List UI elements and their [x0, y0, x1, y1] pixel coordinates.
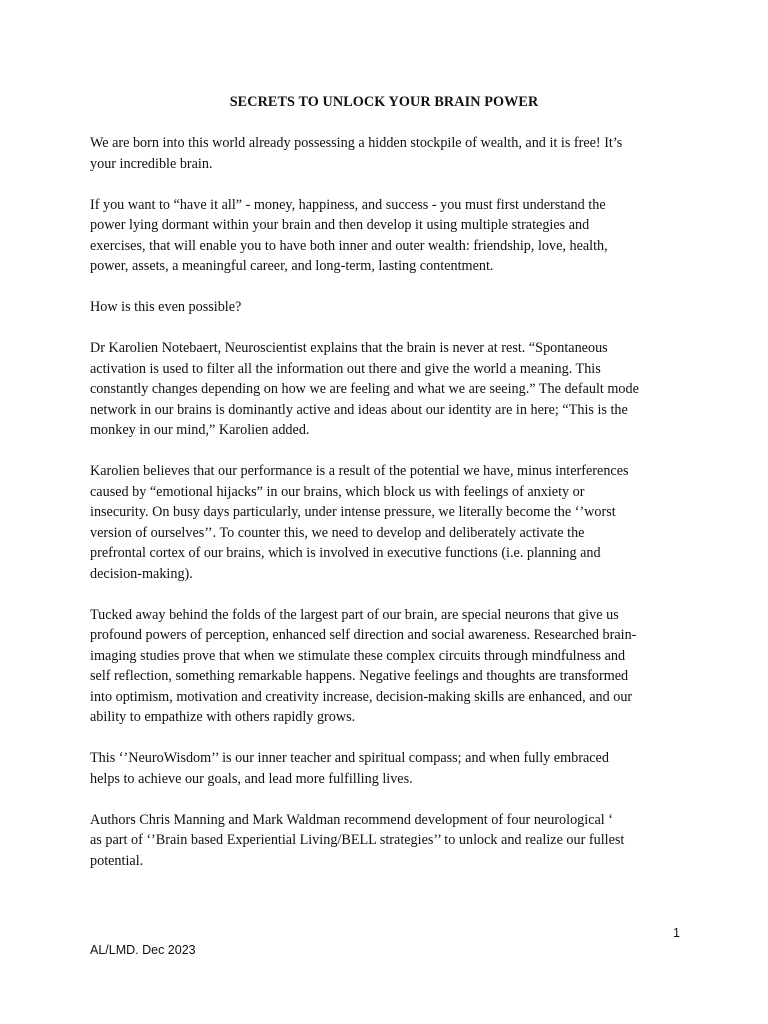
page-number: 1 — [673, 926, 680, 940]
footer-text: AL/LMD. Dec 2023 — [90, 943, 196, 957]
paragraph-intro: We are born into this world already possessing a hidden stockpile of wealth, and it is free! It’s your incredible brain. — [90, 135, 623, 172]
document-title: SECRETS TO UNLOCK YOUR BRAIN POWER — [229, 94, 539, 110]
paragraph-neurowisdom: This ‘’NeuroWisdom’’ is our inner teacher and spiritual compass; and when fully embraced helps to achieve our goals, and lead more fulfilling lives. — [90, 750, 609, 787]
paragraph-have-it-all: If you want to “have it all” - money, happiness, and success - you must first understand the power lying dormant within your brain and then develop it using multiple strategies and exercises, that will enable you to have both inner and outer wealth: friendship, love, health, power, assets, a meaningful career, and long-term, lasting contentment. — [90, 196, 608, 274]
paragraph-neurons: Tucked away behind the folds of the largest part of our brain, are special neurons that give us profound powers of perception, enhanced self direction and social awareness. Researched brain- imaging studies prove that when we stimulate these complex circuits through mindfulness and self reflection, something remarkable happens. Negative feelings and thoughts are transformed into optimism, motivation and creativity increase, decision-making skills are enhanced, and our ability to empathize with others rapidly grows. — [90, 606, 637, 725]
paragraph-notebaert: Dr Karolien Notebaert, Neuroscientist explains that the brain is never at rest. “Spontaneous activation is used to filter all the information out there and give the world a meaning. This constantly changes depending on how we are feeling and what we are seeing.” The default mode network in our brains is dominantly active and ideas about our identity are in here; “This is the monkey in our mind,” Karolien added. — [90, 340, 639, 438]
paragraph-authors: Authors Chris Manning and Mark Waldman recommend development of four neurological ‘ as part of ‘’Brain based Experiential Living/BELL strategies’’ to unlock and realize our fullest potential. — [90, 811, 625, 869]
paragraph-performance: Karolien believes that our performance is a result of the potential we have, minus interferences caused by “emotional hijacks” in our brains, which block us with feelings of anxiety or insecurity. On busy days particularly, under intense pressure, we literally become the ‘’worst version of ourselves’’. To counter this, we need to develop and deliberately activate the prefrontal cortex of our brains, which is involved in executive functions (i.e. planning and decision-making). — [90, 463, 629, 582]
document-body — [90, 133, 690, 892]
paragraph-question: How is this even possible? — [90, 299, 242, 315]
